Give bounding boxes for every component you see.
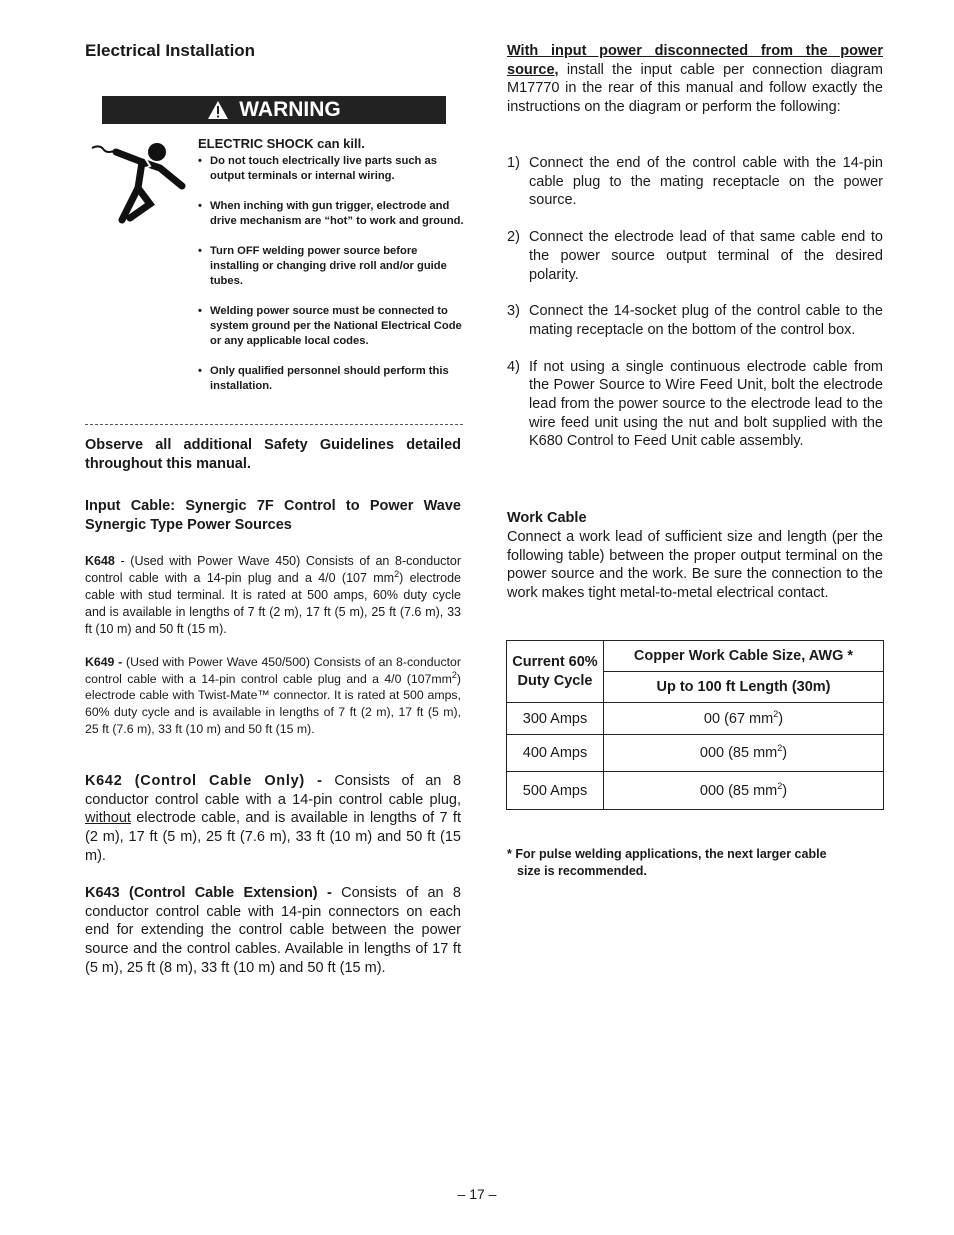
table-row (507, 772, 884, 810)
size-value: 00 (67 mm (703, 710, 774, 727)
step-text: Connect the end of the control cable with the 14-pin cable plug to the mating receptacle on the power source. (529, 155, 883, 209)
step-item (507, 154, 883, 210)
size-close: ) (778, 710, 784, 727)
k649-text-cont: ) electrode cable with Twist-Mate™ connector. It is rated at 500 amps, 60% duty cycle and is available in lengths of 7 ft (2 m), 17 ft (5 m), 25 ft (7.6 m), 33 ft (10 m) and 50 ft (15 m). (85, 671, 461, 736)
step-text: Connect the electrode lead of that same cable end to the power source output terminal of the desired polarity. (529, 229, 883, 283)
k648-sup: 2 (394, 568, 400, 579)
k649-label: K649 - (85, 655, 123, 669)
shock-bullet-list (198, 154, 464, 394)
k643-text: Consists of an 8 conductor control cable with 14-pin connectors on each end for extending the control cable between the power source and the control cables. Available in lengths of 17 ft (5 m), 25 ft (8 m), 33 ft (10 m) and 50 ft (15 m). (85, 885, 461, 976)
k648-paragraph (85, 553, 461, 638)
size-cell (604, 772, 884, 810)
step-item (507, 358, 883, 452)
k648-text: - (Used with Power Wave 450) Consists of an 8-conductor control cable with a 14-pin plug and a 4/0 (107 mm (85, 554, 461, 585)
footnote-line: size is recommended. (517, 864, 647, 878)
table-row (507, 735, 884, 772)
k643-label: K643 (Control Cable Extension) - (85, 885, 332, 901)
size-sup: 2 (777, 743, 783, 754)
step-number: 3) (507, 303, 520, 320)
length-subheader: Up to 100 ft Length (30m) (604, 672, 884, 703)
intro-emphasis: With input power disconnected from the power source, (507, 43, 883, 78)
work-cable-text: Connect a work lead of sufficient size and length (per the following table) between the proper output terminal on the power source and the work. Be sure the connection to the work makes tight metal-to-metal electrical contact. (507, 529, 883, 602)
k649-paragraph (85, 654, 461, 738)
input-cable-heading: Input Cable: Synergic 7F Control to Power Wave Synergic Type Power Sources (85, 498, 461, 533)
size-value: 000 (85 mm (699, 745, 778, 761)
size-close: ) (782, 782, 788, 799)
shock-title: ELECTRIC SHOCK can kill. (198, 136, 365, 151)
table-footnote (507, 846, 883, 880)
current-cell: 400 Amps (507, 735, 604, 772)
k649-sup: 2 (451, 669, 457, 680)
section-title: Electrical Installation (85, 41, 256, 60)
step-number: 2) (507, 229, 520, 246)
step-text: If not using a single continuous electrode cable from the Power Source to Wire Feed Unit, bolt the electrode lead from the power source to the electrode lead to the wire feed unit using the nut and bolt supplied with the K680 Control to Feed Unit cable assembly. (529, 358, 883, 450)
shock-bullet: • Turn OFF welding power source before installing or changing drive roll and/or guide tubes. (198, 244, 464, 289)
k648-text-cont: ) electrode cable with stud terminal. It is rated at 500 amps, 60% duty cycle and is available in lengths of 7 ft (2 m), 17 ft (5 m), 25 ft (7.6 m), 33 ft (10 m) and 50 ft (15 m). (85, 571, 461, 636)
safety-observe-note: Observe all additional Safety Guidelines detailed throughout this manual. (85, 437, 461, 472)
current-header: Current 60% Duty Cycle (507, 641, 604, 703)
shock-warning-box (198, 136, 464, 409)
size-close: ) (782, 745, 788, 761)
k642-text: Consists of an 8 conductor control cable with a 14-pin control cable plug, (85, 773, 462, 808)
size-cell (604, 735, 884, 772)
step-number: 1) (507, 155, 520, 171)
step-text: Connect the 14-socket plug of the control cable to the mating receptacle on the bottom of the control box. (529, 303, 883, 338)
k649-text: (Used with Power Wave 450/500) Consists of an 8-conductor control cable with a 14-pin control cable plug and a 4/0 (107mm (85, 655, 461, 686)
k642-text-cont: electrode cable, and is available in lengths of 7 ft (2 m), 17 ft (5 m), 25 ft (7.6 m), 33 ft (10 m) and 50 ft (15 m). (85, 810, 461, 864)
current-cell: 300 Amps (507, 703, 604, 735)
warning-label: WARNING (239, 98, 341, 121)
step-item (507, 228, 883, 284)
dashed-divider (85, 424, 463, 425)
size-cell (604, 703, 884, 735)
warning-banner (102, 96, 446, 124)
size-value: 000 (85 mm (699, 782, 778, 799)
electric-shock-icon (90, 140, 186, 224)
shock-bullet: • Welding power source must be connected to system ground per the National Electrical Code or any applicable local codes. (198, 304, 464, 349)
shock-bullet: • Do not touch electrically live parts such as output terminals or internal wiring. (198, 154, 464, 184)
k642-label: K642 (Control Cable Only) - (85, 773, 323, 789)
step-number: 4) (507, 358, 520, 375)
size-sup: 2 (777, 780, 783, 791)
step-item (507, 302, 883, 339)
size-sup: 2 (773, 708, 779, 719)
connection-steps (507, 154, 883, 451)
k642-underlined: without (85, 810, 131, 827)
k648-label: K648 (85, 554, 115, 568)
cable-size-header: Copper Work Cable Size, AWG * (604, 641, 884, 672)
k642-paragraph (85, 772, 461, 866)
work-cable-title: Work Cable (507, 510, 587, 526)
current-cell: 500 Amps (507, 772, 604, 810)
shock-bullet: • Only qualified personnel should perform this installation. (198, 364, 464, 394)
warning-triangle-icon (207, 100, 229, 120)
table-row (507, 703, 884, 735)
shock-bullet: • When inching with gun trigger, electrode and drive mechanism are “hot” to work and ground. (198, 199, 464, 229)
table-header-row (507, 641, 884, 672)
page-number: – 17 – (457, 1186, 497, 1202)
intro-paragraph (507, 42, 883, 117)
work-cable-table (506, 640, 884, 810)
intro-text: install the input cable per connection diagram M17770 in the rear of this manual and follow exactly the instructions on the diagram or perform the following: (507, 61, 883, 116)
k643-paragraph (85, 884, 461, 978)
footnote-line: * For pulse welding applications, the next larger cable (507, 847, 827, 861)
